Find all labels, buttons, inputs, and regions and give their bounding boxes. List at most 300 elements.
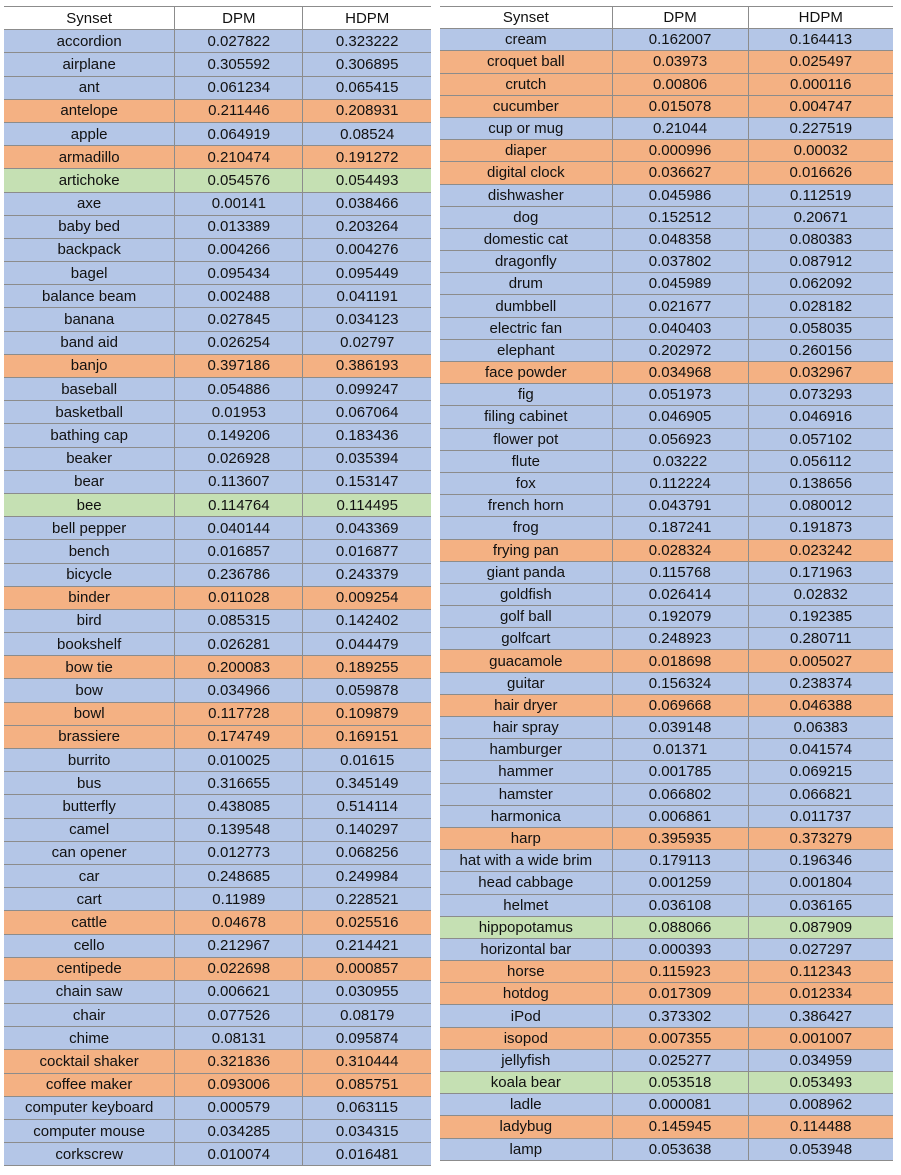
table-row: [440, 1094, 893, 1116]
dpm-cell: 0.156324: [612, 672, 748, 694]
synset-cell: frog: [440, 517, 612, 539]
table-row: [440, 184, 893, 206]
dpm-cell: 0.321836: [175, 1050, 303, 1073]
table-row: [4, 1096, 431, 1119]
table-row: [440, 761, 893, 783]
table-row: [4, 447, 431, 470]
hdpm-cell: 0.000857: [303, 957, 431, 980]
synset-cell: diaper: [440, 140, 612, 162]
table-row: [440, 450, 893, 472]
synset-cell: baby bed: [4, 215, 175, 238]
synset-cell: burrito: [4, 749, 175, 772]
synset-cell: banjo: [4, 354, 175, 377]
dpm-cell: 0.022698: [175, 957, 303, 980]
hdpm-cell: 0.053493: [748, 1072, 893, 1094]
table-row: [440, 606, 893, 628]
synset-cell: cocktail shaker: [4, 1050, 175, 1073]
hdpm-cell: 0.038466: [303, 192, 431, 215]
table-row: [4, 749, 431, 772]
hdpm-cell: 0.004276: [303, 238, 431, 261]
table-row: [440, 517, 893, 539]
hdpm-cell: 0.386427: [748, 1005, 893, 1027]
table-row: [4, 354, 431, 377]
hdpm-cell: 0.099247: [303, 378, 431, 401]
synset-cell: basketball: [4, 401, 175, 424]
header-hdpm: HDPM: [748, 7, 893, 29]
hdpm-cell: 0.023242: [748, 539, 893, 561]
synset-cell: chain saw: [4, 980, 175, 1003]
dpm-cell: 0.026414: [612, 583, 748, 605]
dpm-cell: 0.015078: [612, 95, 748, 117]
table-row: [440, 1049, 893, 1071]
synset-cell: armadillo: [4, 146, 175, 169]
hdpm-cell: 0.008962: [748, 1094, 893, 1116]
hdpm-cell: 0.004747: [748, 95, 893, 117]
dpm-cell: 0.395935: [612, 827, 748, 849]
hdpm-cell: 0.066821: [748, 783, 893, 805]
hdpm-cell: 0.058035: [748, 317, 893, 339]
synset-cell: dragonfly: [440, 251, 612, 273]
hdpm-cell: 0.08524: [303, 122, 431, 145]
synset-cell: axe: [4, 192, 175, 215]
dpm-cell: 0.036627: [612, 162, 748, 184]
synset-cell: elephant: [440, 339, 612, 361]
table-row: [440, 95, 893, 117]
dpm-cell: 0.095434: [175, 262, 303, 285]
synset-cell: bowl: [4, 702, 175, 725]
table-row: [440, 717, 893, 739]
table-row: [440, 206, 893, 228]
hdpm-cell: 0.171963: [748, 561, 893, 583]
table-row: [4, 980, 431, 1003]
synset-cell: ladybug: [440, 1116, 612, 1138]
table-row: [4, 238, 431, 261]
hdpm-cell: 0.063115: [303, 1096, 431, 1119]
dpm-cell: 0.061234: [175, 76, 303, 99]
table-row: [4, 517, 431, 540]
hdpm-cell: 0.228521: [303, 888, 431, 911]
table-row: [4, 609, 431, 632]
hdpm-cell: 0.032967: [748, 362, 893, 384]
table-row: [4, 192, 431, 215]
hdpm-cell: 0.243379: [303, 563, 431, 586]
hdpm-cell: 0.109879: [303, 702, 431, 725]
hdpm-cell: 0.030955: [303, 980, 431, 1003]
synset-cell: french horn: [440, 495, 612, 517]
synset-cell: croquet ball: [440, 51, 612, 73]
dpm-cell: 0.040403: [612, 317, 748, 339]
table-row: [4, 169, 431, 192]
dpm-cell: 0.248923: [612, 628, 748, 650]
hdpm-cell: 0.20671: [748, 206, 893, 228]
synset-cell: fig: [440, 384, 612, 406]
hdpm-cell: 0.036165: [748, 894, 893, 916]
dpm-cell: 0.112224: [612, 472, 748, 494]
table-row: [4, 725, 431, 748]
dpm-cell: 0.152512: [612, 206, 748, 228]
dpm-cell: 0.025277: [612, 1049, 748, 1071]
hdpm-cell: 0.191873: [748, 517, 893, 539]
synset-cell: chair: [4, 1004, 175, 1027]
dpm-cell: 0.210474: [175, 146, 303, 169]
hdpm-cell: 0.016481: [303, 1143, 431, 1166]
table-row: [440, 961, 893, 983]
synset-cell: artichoke: [4, 169, 175, 192]
table-row: [4, 262, 431, 285]
table-row: [4, 424, 431, 447]
dpm-cell: 0.027822: [175, 30, 303, 53]
dpm-cell: 0.021677: [612, 295, 748, 317]
synset-cell: harp: [440, 827, 612, 849]
table-row: [4, 470, 431, 493]
table-row: [4, 1004, 431, 1027]
dpm-cell: 0.115923: [612, 961, 748, 983]
synset-cell: horizontal bar: [440, 938, 612, 960]
table-row: [440, 539, 893, 561]
table-row: [4, 53, 431, 76]
dpm-cell: 0.053518: [612, 1072, 748, 1094]
table-row: [4, 122, 431, 145]
hdpm-cell: 0.00032: [748, 140, 893, 162]
synset-cell: bus: [4, 772, 175, 795]
table-row: [4, 76, 431, 99]
hdpm-cell: 0.112343: [748, 961, 893, 983]
synset-cell: butterfly: [4, 795, 175, 818]
synset-cell: goldfish: [440, 583, 612, 605]
hdpm-cell: 0.189255: [303, 656, 431, 679]
synset-cell: domestic cat: [440, 228, 612, 250]
synset-cell: ant: [4, 76, 175, 99]
dpm-cell: 0.028324: [612, 539, 748, 561]
dpm-cell: 0.000393: [612, 938, 748, 960]
synset-cell: binder: [4, 586, 175, 609]
synset-cell: bagel: [4, 262, 175, 285]
dpm-cell: 0.03973: [612, 51, 748, 73]
header-synset: Synset: [4, 7, 175, 30]
hdpm-cell: 0.046388: [748, 694, 893, 716]
hdpm-cell: 0.238374: [748, 672, 893, 694]
synset-cell: beaker: [4, 447, 175, 470]
dpm-cell: 0.202972: [612, 339, 748, 361]
hdpm-cell: 0.138656: [748, 472, 893, 494]
table-row: [4, 540, 431, 563]
hdpm-cell: 0.386193: [303, 354, 431, 377]
table-row: [440, 73, 893, 95]
table-row: [4, 934, 431, 957]
hdpm-cell: 0.001007: [748, 1027, 893, 1049]
table-row: [4, 30, 431, 53]
synset-cell: bench: [4, 540, 175, 563]
synset-cell: harmonica: [440, 805, 612, 827]
synset-cell: cup or mug: [440, 117, 612, 139]
dpm-cell: 0.027845: [175, 308, 303, 331]
hdpm-cell: 0.059878: [303, 679, 431, 702]
table-row: [440, 317, 893, 339]
dpm-cell: 0.115768: [612, 561, 748, 583]
dpm-cell: 0.00141: [175, 192, 303, 215]
dpm-cell: 0.187241: [612, 517, 748, 539]
synset-cell: guacamole: [440, 650, 612, 672]
table-row: [440, 983, 893, 1005]
table-row: [4, 493, 431, 516]
synset-cell: face powder: [440, 362, 612, 384]
table-row: [440, 495, 893, 517]
hdpm-cell: 0.214421: [303, 934, 431, 957]
hdpm-cell: 0.034959: [748, 1049, 893, 1071]
hdpm-cell: 0.164413: [748, 29, 893, 51]
table-row: [4, 633, 431, 656]
table-row: [4, 563, 431, 586]
synset-cell: drum: [440, 273, 612, 295]
table-row: [4, 957, 431, 980]
synset-cell: cream: [440, 29, 612, 51]
table-row: [440, 783, 893, 805]
table-row: [4, 772, 431, 795]
dpm-cell: 0.211446: [175, 99, 303, 122]
table-row: [440, 672, 893, 694]
table-row: [440, 117, 893, 139]
synset-cell: iPod: [440, 1005, 612, 1027]
dpm-cell: 0.145945: [612, 1116, 748, 1138]
hdpm-cell: 0.027297: [748, 938, 893, 960]
table-row: [440, 561, 893, 583]
dpm-cell: 0.012773: [175, 841, 303, 864]
table-row: [440, 29, 893, 51]
synset-cell: car: [4, 864, 175, 887]
hdpm-cell: 0.069215: [748, 761, 893, 783]
header-dpm: DPM: [175, 7, 303, 30]
dpm-cell: 0.192079: [612, 606, 748, 628]
dpm-cell: 0.149206: [175, 424, 303, 447]
table-row: [4, 656, 431, 679]
dpm-cell: 0.001259: [612, 872, 748, 894]
dpm-cell: 0.00806: [612, 73, 748, 95]
synset-cell: chime: [4, 1027, 175, 1050]
dpm-cell: 0.01371: [612, 739, 748, 761]
dpm-cell: 0.174749: [175, 725, 303, 748]
synset-cell: hippopotamus: [440, 916, 612, 938]
dpm-cell: 0.248685: [175, 864, 303, 887]
dpm-cell: 0.054576: [175, 169, 303, 192]
table-row: [440, 805, 893, 827]
synset-cell: digital clock: [440, 162, 612, 184]
hdpm-cell: 0.067064: [303, 401, 431, 424]
hdpm-cell: 0.196346: [748, 850, 893, 872]
synset-cell: crutch: [440, 73, 612, 95]
dpm-cell: 0.305592: [175, 53, 303, 76]
hdpm-cell: 0.065415: [303, 76, 431, 99]
hdpm-cell: 0.041574: [748, 739, 893, 761]
hdpm-cell: 0.016877: [303, 540, 431, 563]
hdpm-cell: 0.056112: [748, 450, 893, 472]
dpm-cell: 0.11989: [175, 888, 303, 911]
synset-cell: cattle: [4, 911, 175, 934]
table-row: [4, 1073, 431, 1096]
synset-cell: filing cabinet: [440, 406, 612, 428]
table-row: [440, 140, 893, 162]
dpm-cell: 0.04678: [175, 911, 303, 934]
results-table-right: [440, 6, 893, 1161]
dpm-cell: 0.064919: [175, 122, 303, 145]
hdpm-cell: 0.073293: [748, 384, 893, 406]
table-row: [4, 702, 431, 725]
hdpm-cell: 0.249984: [303, 864, 431, 887]
table-row: [440, 1138, 893, 1160]
hdpm-cell: 0.000116: [748, 73, 893, 95]
synset-cell: flower pot: [440, 428, 612, 450]
dpm-cell: 0.01953: [175, 401, 303, 424]
table-row: [4, 795, 431, 818]
hdpm-cell: 0.06383: [748, 717, 893, 739]
synset-cell: can opener: [4, 841, 175, 864]
hdpm-cell: 0.191272: [303, 146, 431, 169]
dpm-cell: 0.010025: [175, 749, 303, 772]
table-row: [440, 362, 893, 384]
table-row: [4, 99, 431, 122]
dpm-cell: 0.034285: [175, 1120, 303, 1143]
synset-cell: jellyfish: [440, 1049, 612, 1071]
hdpm-cell: 0.095449: [303, 262, 431, 285]
dpm-cell: 0.162007: [612, 29, 748, 51]
synset-cell: giant panda: [440, 561, 612, 583]
dpm-cell: 0.048358: [612, 228, 748, 250]
table-row: [4, 1120, 431, 1143]
dpm-cell: 0.034966: [175, 679, 303, 702]
table-row: [440, 628, 893, 650]
hdpm-cell: 0.043369: [303, 517, 431, 540]
header-synset: Synset: [440, 7, 612, 29]
table-row: [440, 894, 893, 916]
hdpm-cell: 0.025516: [303, 911, 431, 934]
synset-cell: hair dryer: [440, 694, 612, 716]
synset-cell: koala bear: [440, 1072, 612, 1094]
header-row: [4, 7, 431, 30]
hdpm-cell: 0.034123: [303, 308, 431, 331]
synset-cell: cello: [4, 934, 175, 957]
synset-cell: banana: [4, 308, 175, 331]
results-table-left: [4, 6, 431, 1166]
hdpm-cell: 0.057102: [748, 428, 893, 450]
synset-cell: baseball: [4, 378, 175, 401]
synset-cell: ladle: [440, 1094, 612, 1116]
synset-cell: hotdog: [440, 983, 612, 1005]
hdpm-cell: 0.153147: [303, 470, 431, 493]
synset-cell: cart: [4, 888, 175, 911]
synset-cell: dishwasher: [440, 184, 612, 206]
hdpm-cell: 0.080012: [748, 495, 893, 517]
hdpm-cell: 0.183436: [303, 424, 431, 447]
table-row: [440, 228, 893, 250]
synset-cell: band aid: [4, 331, 175, 354]
dpm-cell: 0.017309: [612, 983, 748, 1005]
table-row: [440, 472, 893, 494]
table-row: [4, 331, 431, 354]
table-row: [440, 583, 893, 605]
dpm-cell: 0.21044: [612, 117, 748, 139]
synset-cell: hamburger: [440, 739, 612, 761]
hdpm-cell: 0.280711: [748, 628, 893, 650]
synset-cell: golf ball: [440, 606, 612, 628]
synset-cell: centipede: [4, 957, 175, 980]
synset-cell: horse: [440, 961, 612, 983]
table-row: [4, 378, 431, 401]
table-row: [4, 308, 431, 331]
table-row: [440, 384, 893, 406]
table-row: [440, 1027, 893, 1049]
hdpm-cell: 0.062092: [748, 273, 893, 295]
hdpm-cell: 0.345149: [303, 772, 431, 795]
table-row: [440, 827, 893, 849]
dpm-cell: 0.114764: [175, 493, 303, 516]
table-row: [440, 428, 893, 450]
dpm-cell: 0.113607: [175, 470, 303, 493]
table-row: [4, 911, 431, 934]
hdpm-cell: 0.140297: [303, 818, 431, 841]
hdpm-cell: 0.095874: [303, 1027, 431, 1050]
dpm-cell: 0.045989: [612, 273, 748, 295]
hdpm-cell: 0.514114: [303, 795, 431, 818]
dpm-cell: 0.08131: [175, 1027, 303, 1050]
synset-cell: apple: [4, 122, 175, 145]
synset-cell: brassiere: [4, 725, 175, 748]
dpm-cell: 0.053638: [612, 1138, 748, 1160]
hdpm-cell: 0.087909: [748, 916, 893, 938]
hdpm-cell: 0.114495: [303, 493, 431, 516]
synset-cell: bow: [4, 679, 175, 702]
hdpm-cell: 0.053948: [748, 1138, 893, 1160]
table-row: [440, 1116, 893, 1138]
dpm-cell: 0.212967: [175, 934, 303, 957]
hdpm-cell: 0.011737: [748, 805, 893, 827]
synset-cell: computer keyboard: [4, 1096, 175, 1119]
dpm-cell: 0.438085: [175, 795, 303, 818]
hdpm-cell: 0.08179: [303, 1004, 431, 1027]
dpm-cell: 0.039148: [612, 717, 748, 739]
dpm-cell: 0.000579: [175, 1096, 303, 1119]
synset-cell: dumbbell: [440, 295, 612, 317]
synset-cell: coffee maker: [4, 1073, 175, 1096]
hdpm-cell: 0.080383: [748, 228, 893, 250]
table-row: [4, 679, 431, 702]
dpm-cell: 0.018698: [612, 650, 748, 672]
synset-cell: antelope: [4, 99, 175, 122]
synset-cell: golfcart: [440, 628, 612, 650]
hdpm-cell: 0.310444: [303, 1050, 431, 1073]
dpm-cell: 0.016857: [175, 540, 303, 563]
synset-cell: hammer: [440, 761, 612, 783]
synset-cell: head cabbage: [440, 872, 612, 894]
dpm-cell: 0.004266: [175, 238, 303, 261]
synset-cell: bell pepper: [4, 517, 175, 540]
dpm-cell: 0.139548: [175, 818, 303, 841]
hdpm-cell: 0.009254: [303, 586, 431, 609]
dpm-cell: 0.036108: [612, 894, 748, 916]
table-row: [4, 586, 431, 609]
synset-cell: hair spray: [440, 717, 612, 739]
dpm-cell: 0.037802: [612, 251, 748, 273]
hdpm-cell: 0.01615: [303, 749, 431, 772]
dpm-cell: 0.088066: [612, 916, 748, 938]
table-row: [4, 215, 431, 238]
dpm-cell: 0.000081: [612, 1094, 748, 1116]
dpm-cell: 0.117728: [175, 702, 303, 725]
table-row: [4, 285, 431, 308]
hdpm-cell: 0.323222: [303, 30, 431, 53]
table-row: [4, 1027, 431, 1050]
synset-cell: hat with a wide brim: [440, 850, 612, 872]
synset-cell: dog: [440, 206, 612, 228]
synset-cell: fox: [440, 472, 612, 494]
